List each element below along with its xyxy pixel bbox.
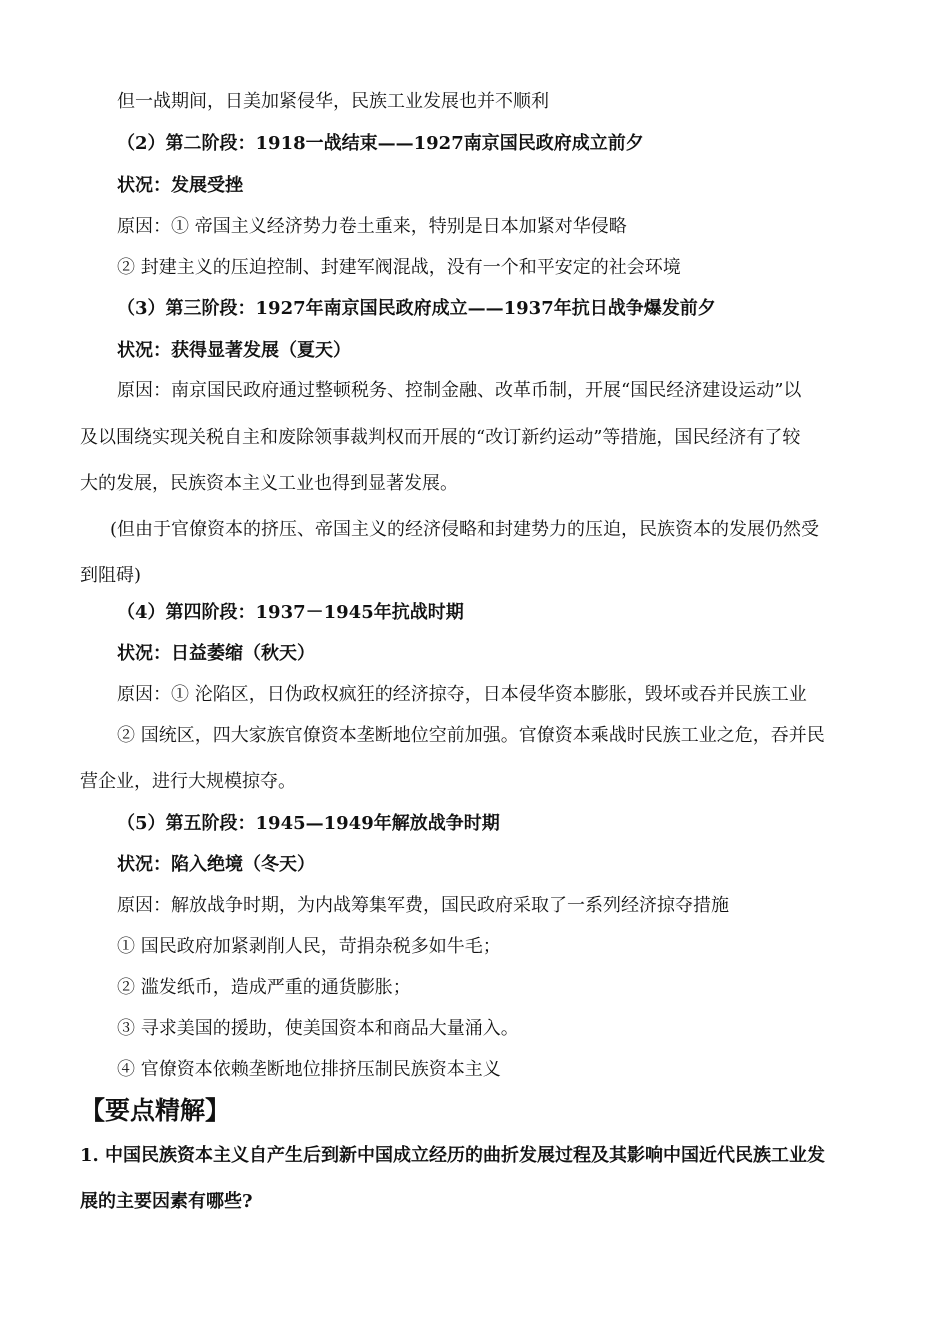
stage-4-status: 状况：日益萎缩（秋天） — [117, 643, 315, 664]
text-line: 原因：南京国民政府通过整顿税务、控制金融、改革币制，开展“国民经济建设运动”以 — [117, 380, 802, 401]
text-line: 及以围绕实现关税自主和废除领事裁判权而开展的“改订新约运动”等措施，国民经济有了较 — [80, 427, 801, 448]
section-heading: 【要点精解】 — [80, 1096, 231, 1125]
text-line: ② 国统区，四大家族官僚资本垄断地位空前加强。官僚资本乘战时民族工业之危，吞并民 — [117, 725, 825, 746]
stage-2-title: （2）第二阶段：1918一战结束——1927南京国民政府成立前夕 — [117, 133, 644, 154]
stage-5-title: （5）第五阶段：1945—1949年解放战争时期 — [117, 813, 500, 834]
text-line: ② 封建主义的压迫控制、封建军阀混战，没有一个和平安定的社会环境 — [117, 257, 681, 278]
stage-5-status: 状况：陷入绝境（冬天） — [117, 854, 315, 875]
text-line: ② 滥发纸币，造成严重的通货膨胀； — [117, 977, 411, 998]
question-line: 展的主要因素有哪些? — [80, 1191, 253, 1212]
text-line: 到阻碍) — [80, 565, 142, 586]
stage-2-status: 状况：发展受挫 — [117, 175, 243, 196]
text-line: ④ 官僚资本依赖垄断地位排挤压制民族资本主义 — [117, 1059, 501, 1080]
stage-3-title: （3）第三阶段：1927年南京国民政府成立——1937年抗日战争爆发前夕 — [117, 298, 716, 319]
text-line: 但一战期间，日美加紧侵华，民族工业发展也并不顺利 — [117, 91, 549, 112]
text-line: 原因：解放战争时期，为内战筹集军费，国民政府采取了一系列经济掠夺措施 — [117, 895, 729, 916]
text-line: ③ 寻求美国的援助，使美国资本和商品大量涌入。 — [117, 1018, 519, 1039]
question-line: 1. 中国民族资本主义自产生后到新中国成立经历的曲折发展过程及其影响中国近代民族工业发 — [80, 1145, 826, 1166]
text-line: 原因：① 沦陷区，日伪政权疯狂的经济掠夺，日本侵华资本膨胀，毁坏或吞并民族工业 — [117, 684, 807, 705]
text-line: 原因：① 帝国主义经济势力卷土重来，特别是日本加紧对华侵略 — [117, 216, 627, 237]
stage-4-title: （4）第四阶段：1937－1945年抗战时期 — [117, 602, 464, 623]
text-line: (但由于官僚资本的挤压、帝国主义的经济侵略和封建势力的压迫，民族资本的发展仍然受 — [110, 519, 820, 540]
stage-3-status: 状况：获得显著发展（夏天） — [117, 340, 351, 361]
text-line: 大的发展，民族资本主义工业也得到显著发展。 — [80, 473, 458, 494]
text-line: ① 国民政府加紧剥削人民，苛捐杂税多如牛毛； — [117, 936, 501, 957]
text-line: 营企业，进行大规模掠夺。 — [80, 771, 296, 792]
